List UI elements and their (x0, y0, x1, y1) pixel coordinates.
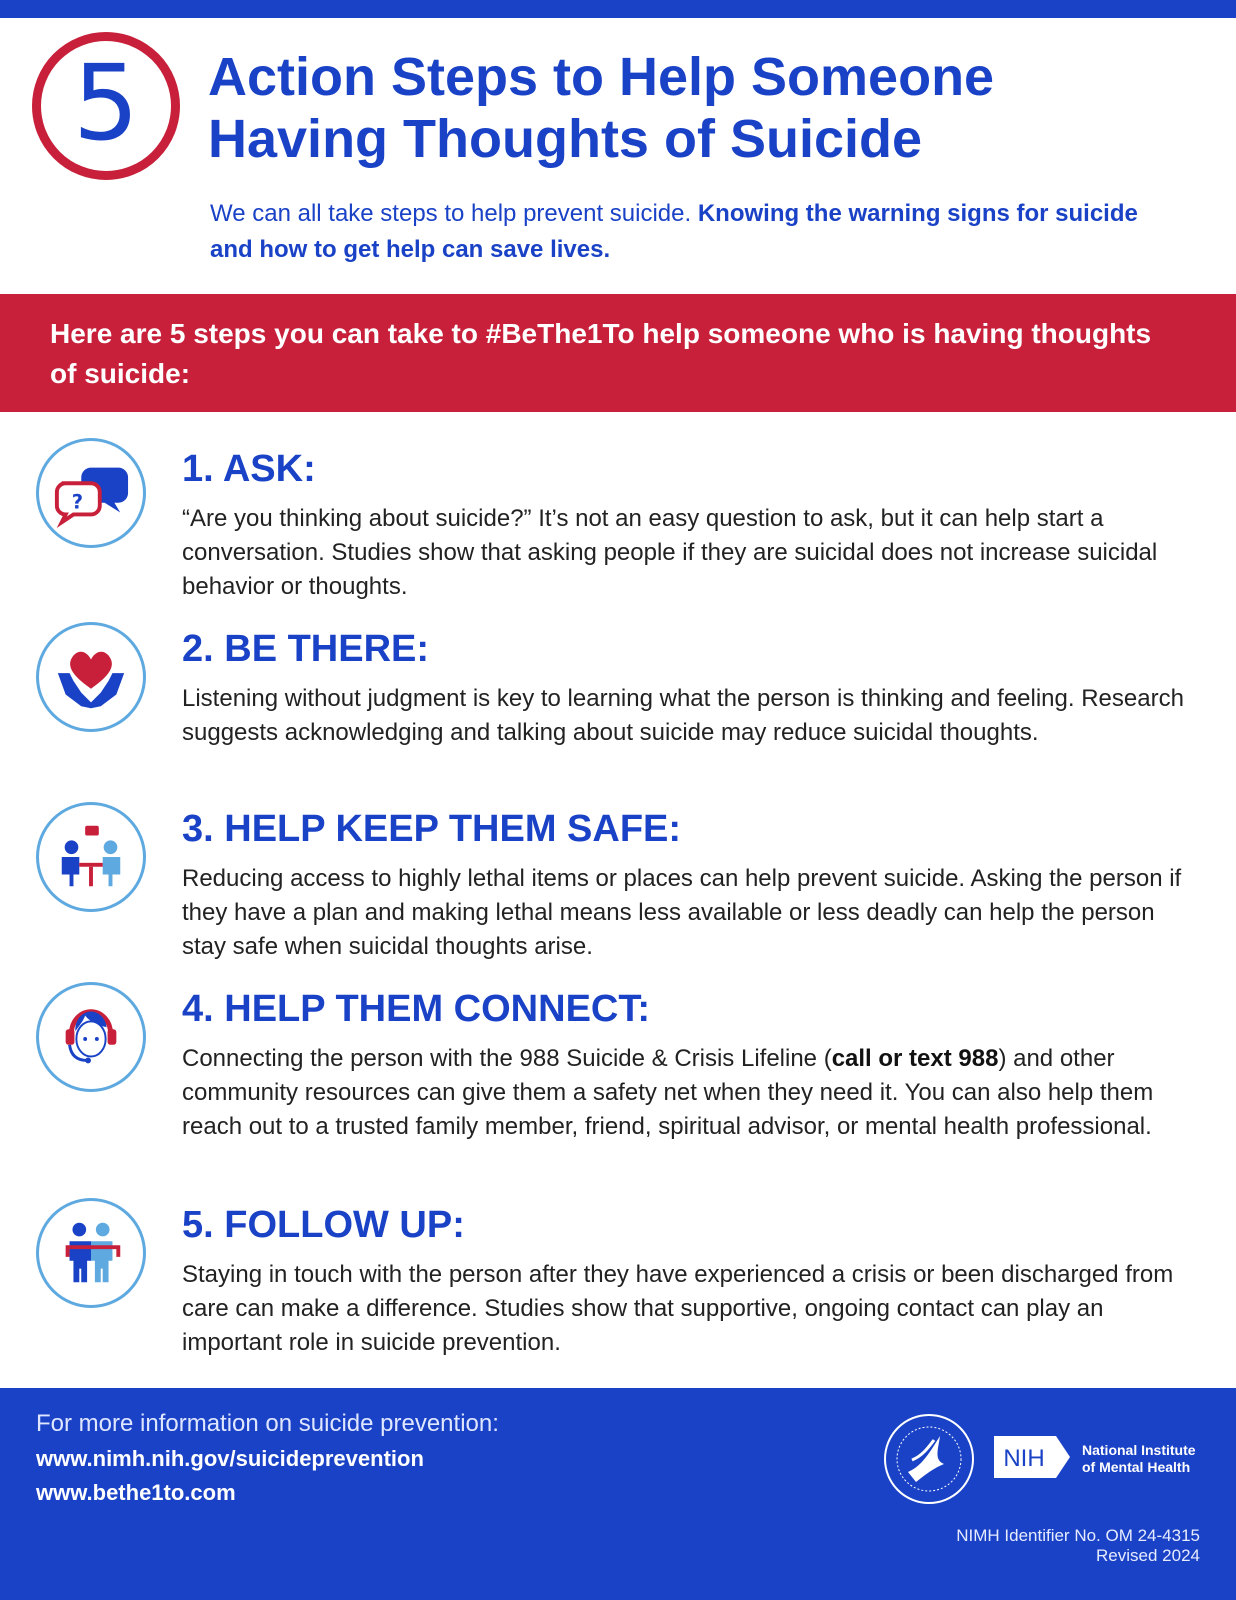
steps-banner (0, 294, 1236, 412)
step-1-heading: 1. ASK: (182, 448, 316, 490)
nimh-link[interactable]: www.nimh.nih.gov/suicideprevention (36, 1446, 424, 1471)
intro-bold: Knowing the warning signs for suicide and how to get help can save lives. (210, 200, 1138, 263)
step-2-text: Listening without judgment is key to learning what the person is thinking and feeling. Research suggests acknowledging and talking about suicide may reduce suicidal thoughts. (182, 685, 1184, 746)
step-1-text: “Are you thinking about suicide?” It’s not an easy question to ask, but it can help start a conversation. Studies show that asking people if they are suicidal does not increase suicidal behavior or thoughts. (182, 505, 1158, 600)
step-5-heading: 5. FOLLOW UP: (182, 1204, 465, 1246)
bethe1to-link[interactable]: www.bethe1to.com (36, 1480, 236, 1505)
hhs-seal-logo (882, 1412, 976, 1506)
institute-line-1: National Institute (1082, 1442, 1196, 1458)
document-identifier (956, 1526, 1200, 1566)
intro-plain: We can all take steps to help prevent suicide. (210, 200, 698, 227)
footer (0, 1388, 1236, 1600)
title-line-1: Action Steps to Help Someone (208, 47, 995, 107)
step-4-heading: 4. HELP THEM CONNECT: (182, 988, 651, 1030)
identifier-number: NIMH Identifier No. OM 24-4315 (956, 1526, 1200, 1545)
nih-logo (994, 1434, 1074, 1480)
top-accent-bar (0, 0, 1236, 18)
more-info-text: For more information on suicide prevention: (36, 1410, 499, 1437)
badge-number: 5 (72, 42, 140, 164)
heart-hands-icon (36, 622, 146, 732)
speech-bubbles-icon (36, 438, 146, 548)
step-3-text: Reducing access to highly lethal items or places can help prevent suicide. Asking the person if they have a plan and making lethal means less available or less deadly can help the person stay safe when suicidal thoughts arise. (182, 865, 1182, 960)
revised-date: Revised 2024 (1096, 1546, 1200, 1565)
step-4-text-bold: call or text 988 (831, 1045, 999, 1072)
number-five-badge (32, 32, 180, 180)
nih-logo-text: NIH (1003, 1445, 1045, 1472)
institute-name (1082, 1442, 1222, 1476)
two-people-talking-icon (36, 802, 146, 912)
step-2-heading: 2. BE THERE: (182, 628, 430, 670)
step-3-heading: 3. HELP KEEP THEM SAFE: (182, 808, 682, 850)
step-4-text (182, 1042, 1192, 1144)
headset-person-icon (36, 982, 146, 1092)
banner-text: Here are 5 steps you can take to #BeThe1To help someone who is having thoughts of suicide: (50, 318, 1152, 389)
page-title (208, 46, 1188, 170)
svg-text:?: ? (71, 490, 84, 514)
institute-line-2: of Mental Health (1082, 1459, 1191, 1475)
intro-text (210, 196, 1170, 268)
two-people-embrace-icon (36, 1198, 146, 1308)
step-4-text-before: Connecting the person with the 988 Suicide & Crisis Lifeline ( (182, 1045, 832, 1072)
title-line-2: Having Thoughts of Suicide (208, 109, 922, 169)
step-4-text-after: ) and other community resources can give them a safety net when they need it. You can also help them reach out to a trusted family member, friend, spiritual advisor, or mental health professional. (182, 1045, 1154, 1140)
step-5-text: Staying in touch with the person after they have experienced a crisis or been discharged from care can make a difference. Studies show that supportive, ongoing contact can play an important role in suicide prevention. (182, 1261, 1174, 1356)
